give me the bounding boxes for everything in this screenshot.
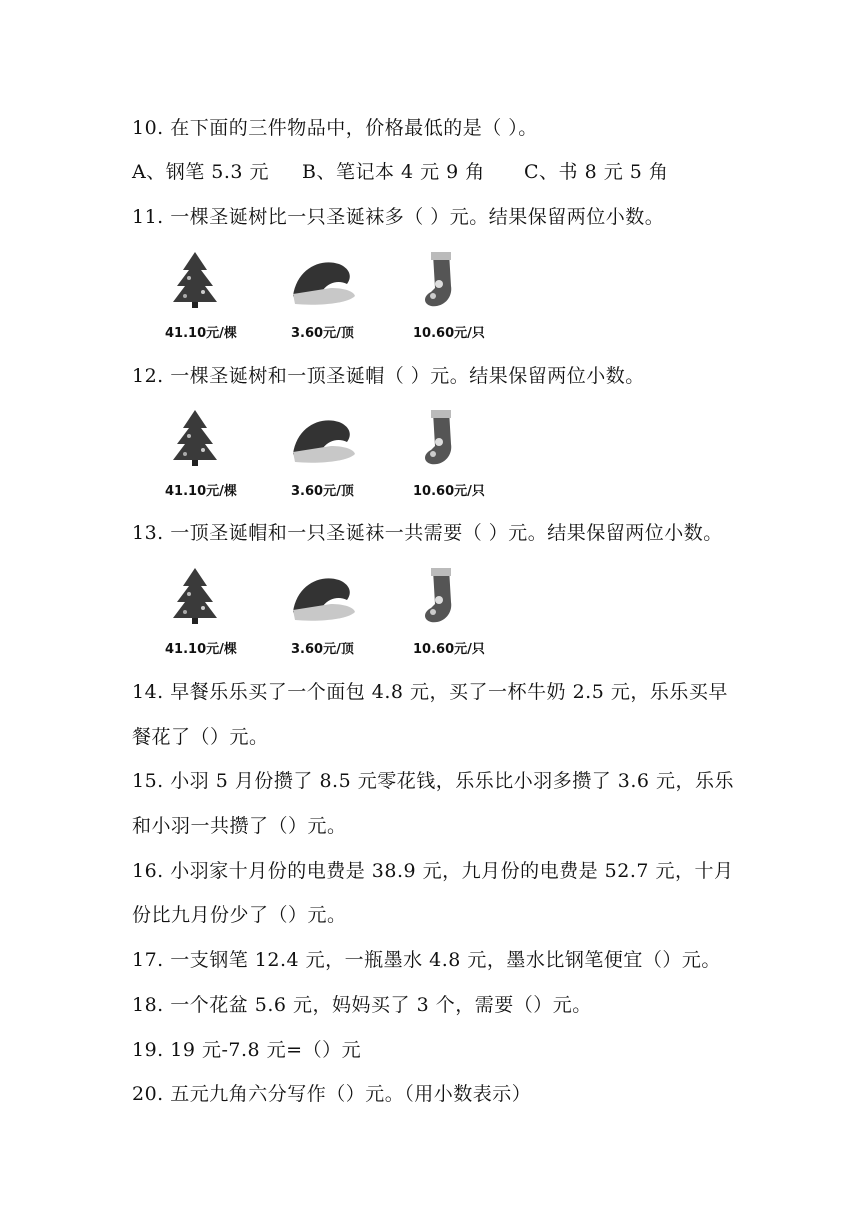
hat-item	[287, 566, 397, 666]
sock-item	[413, 566, 523, 666]
tree-price: 41.10元/棵	[165, 642, 237, 657]
question-14-line-2: 餐花了（）元。	[132, 726, 269, 748]
item-row-2	[165, 408, 525, 508]
option-a: A、钢笔 5.3 元	[132, 161, 270, 183]
hat-item	[287, 250, 397, 350]
option-c: C、书 8 元 5 角	[524, 161, 669, 183]
tree-item	[165, 566, 275, 666]
tree-price: 41.10元/棵	[165, 326, 237, 341]
question-14-line-1: 14. 早餐乐乐买了一个面包 4.8 元，买了一杯牛奶 2.5 元，乐乐买早	[132, 681, 728, 703]
hat-price: 3.60元/顶	[291, 642, 354, 657]
santa-hat-icon	[287, 250, 362, 310]
christmas-tree-icon	[165, 408, 225, 468]
question-15-line-1: 15. 小羽 5 月份攒了 8.5 元零花钱，乐乐比小羽多攒了 3.6 元，乐乐	[132, 770, 735, 792]
question-20: 20. 五元九角六分写作（）元。（用小数表示）	[132, 1083, 532, 1105]
christmas-sock-icon	[413, 566, 463, 628]
santa-hat-icon	[287, 566, 362, 626]
question-10: 10. 在下面的三件物品中，价格最低的是（ ）。	[132, 117, 538, 139]
item-row-3	[165, 566, 525, 666]
question-18: 18. 一个花盆 5.6 元，妈妈买了 3 个，需要（）元。	[132, 994, 592, 1016]
question-16-line-2: 份比九月份少了（）元。	[132, 904, 347, 926]
question-16-line-1: 16. 小羽家十月份的电费是 38.9 元，九月份的电费是 52.7 元，十月	[132, 860, 734, 882]
christmas-sock-icon	[413, 408, 463, 470]
question-13: 13. 一顶圣诞帽和一只圣诞袜一共需要（ ）元。结果保留两位小数。	[132, 522, 723, 544]
sock-price: 10.60元/只	[413, 484, 485, 499]
hat-price: 3.60元/顶	[291, 484, 354, 499]
question-19: 19. 19 元-7.8 元=（）元	[132, 1039, 362, 1061]
christmas-sock-icon	[413, 250, 463, 312]
question-12: 12. 一棵圣诞树和一顶圣诞帽（ ）元。结果保留两位小数。	[132, 365, 645, 387]
tree-item	[165, 250, 275, 350]
sock-item	[413, 250, 523, 350]
option-b: B、笔记本 4 元 9 角	[302, 161, 485, 183]
sock-item	[413, 408, 523, 508]
santa-hat-icon	[287, 408, 362, 468]
question-15-line-2: 和小羽一共攒了（）元。	[132, 815, 347, 837]
hat-price: 3.60元/顶	[291, 326, 354, 341]
sock-price: 10.60元/只	[413, 642, 485, 657]
question-11: 11. 一棵圣诞树比一只圣诞袜多（ ）元。结果保留两位小数。	[132, 206, 665, 228]
christmas-tree-icon	[165, 250, 225, 310]
tree-item	[165, 408, 275, 508]
tree-price: 41.10元/棵	[165, 484, 237, 499]
christmas-tree-icon	[165, 566, 225, 626]
hat-item	[287, 408, 397, 508]
question-10-options	[132, 158, 668, 186]
item-row-1	[165, 250, 525, 350]
sock-price: 10.60元/只	[413, 326, 485, 341]
question-17: 17. 一支钢笔 12.4 元，一瓶墨水 4.8 元，墨水比钢笔便宜（）元。	[132, 949, 721, 971]
